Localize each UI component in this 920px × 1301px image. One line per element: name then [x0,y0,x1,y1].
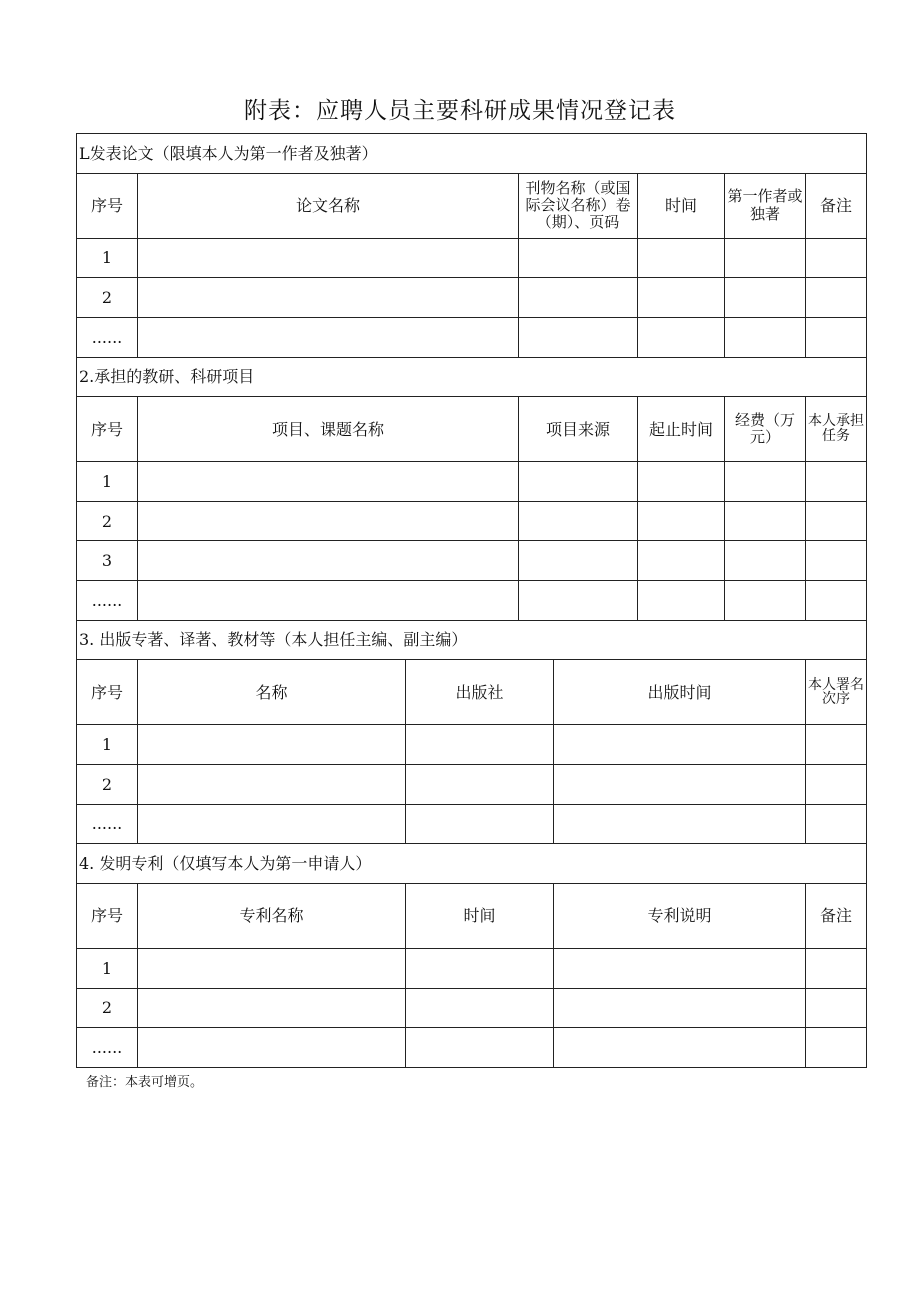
author-order-cell[interactable] [806,764,867,804]
section-papers-heading: L发表论文（限填本人为第一作者及独著） [77,134,867,174]
project-name-cell[interactable] [138,581,519,621]
table-row [77,462,867,502]
section-books-heading: 3. 出版专著、译著、教材等（本人担任主编、副主编） [77,620,867,660]
row-index: 1 [77,948,138,988]
patent-name-cell[interactable] [138,948,406,988]
patent-name-cell[interactable] [138,988,406,1028]
remarks-cell[interactable] [806,238,867,278]
first-author-cell[interactable] [725,278,806,318]
table-row [77,764,867,804]
projects-col-task: 本人承担任务 [806,397,867,462]
remarks-cell[interactable] [806,317,867,357]
book-name-cell[interactable] [138,764,406,804]
table-row [77,804,867,844]
project-name-cell[interactable] [138,541,519,581]
projects-col-name: 项目、课题名称 [138,397,519,462]
project-source-cell[interactable] [519,581,638,621]
table-row [77,317,867,357]
row-index: ...... [77,1028,138,1068]
form-title: 附表：应聘人员主要科研成果情况登记表 [244,98,676,124]
project-funding-cell[interactable] [725,581,806,621]
project-period-cell[interactable] [638,581,725,621]
time-cell[interactable] [638,317,725,357]
journal-cell[interactable] [519,238,638,278]
table-row [77,501,867,541]
patent-remarks-cell[interactable] [806,988,867,1028]
time-cell[interactable] [638,278,725,318]
project-funding-cell[interactable] [725,462,806,502]
row-index: 2 [77,501,138,541]
row-index: 2 [77,988,138,1028]
author-order-cell[interactable] [806,804,867,844]
first-author-cell[interactable] [725,238,806,278]
paper-title-cell[interactable] [138,278,519,318]
papers-col-title: 论文名称 [138,173,519,238]
table-row [77,541,867,581]
books-col-date: 出版时间 [554,660,806,725]
patents-col-remarks: 备注 [806,883,867,948]
footnote: 备注：本表可增页。 [86,1075,204,1090]
section-patents-heading: 4. 发明专利（仅填写本人为第一申请人） [77,844,867,884]
registration-table [76,133,867,1068]
project-source-cell[interactable] [519,462,638,502]
publish-date-cell[interactable] [554,725,806,765]
row-index: ...... [77,581,138,621]
patents-col-name: 专利名称 [138,883,406,948]
papers-col-journal: 刊物名称（或国际会议名称）卷（期）、页码 [519,173,638,238]
patent-time-cell[interactable] [406,948,554,988]
project-name-cell[interactable] [138,462,519,502]
projects-col-period: 起止时间 [638,397,725,462]
projects-col-source: 项目来源 [519,397,638,462]
row-index: 1 [77,725,138,765]
project-period-cell[interactable] [638,462,725,502]
papers-col-first-author: 第一作者或独著 [725,173,806,238]
table-row [77,581,867,621]
publish-date-cell[interactable] [554,764,806,804]
project-funding-cell[interactable] [725,501,806,541]
book-name-cell[interactable] [138,725,406,765]
paper-title-cell[interactable] [138,238,519,278]
row-index: 1 [77,238,138,278]
projects-col-funding: 经费（万元） [725,397,806,462]
papers-col-remarks: 备注 [806,173,867,238]
table-row [77,948,867,988]
remarks-cell[interactable] [806,278,867,318]
patent-description-cell[interactable] [554,1028,806,1068]
section-projects-heading: 2.承担的教研、科研项目 [77,357,867,397]
patent-time-cell[interactable] [406,1028,554,1068]
paper-title-cell[interactable] [138,317,519,357]
journal-cell[interactable] [519,317,638,357]
time-cell[interactable] [638,238,725,278]
journal-cell[interactable] [519,278,638,318]
table-row [77,725,867,765]
project-name-cell[interactable] [138,501,519,541]
table-row [77,1028,867,1068]
book-name-cell[interactable] [138,804,406,844]
table-row [77,238,867,278]
papers-col-time: 时间 [638,173,725,238]
author-order-cell[interactable] [806,725,867,765]
books-col-index: 序号 [77,660,138,725]
first-author-cell[interactable] [725,317,806,357]
row-index: ...... [77,804,138,844]
books-col-publisher: 出版社 [406,660,554,725]
patent-description-cell[interactable] [554,948,806,988]
patents-col-time: 时间 [406,883,554,948]
project-period-cell[interactable] [638,501,725,541]
project-period-cell[interactable] [638,541,725,581]
patent-name-cell[interactable] [138,1028,406,1068]
table-row [77,278,867,318]
row-index: 2 [77,278,138,318]
project-source-cell[interactable] [519,541,638,581]
patent-description-cell[interactable] [554,988,806,1028]
project-task-cell[interactable] [806,462,867,502]
project-task-cell[interactable] [806,581,867,621]
row-index: ...... [77,317,138,357]
papers-col-index: 序号 [77,173,138,238]
patent-time-cell[interactable] [406,988,554,1028]
table-row [77,988,867,1028]
row-index: 1 [77,462,138,502]
project-funding-cell[interactable] [725,541,806,581]
patents-col-index: 序号 [77,883,138,948]
project-task-cell[interactable] [806,541,867,581]
patents-col-description: 专利说明 [554,883,806,948]
projects-col-index: 序号 [77,397,138,462]
publisher-cell[interactable] [406,725,554,765]
books-col-author-order: 本人署名次序 [806,660,867,725]
row-index: 2 [77,764,138,804]
project-source-cell[interactable] [519,501,638,541]
publisher-cell[interactable] [406,764,554,804]
books-col-name: 名称 [138,660,406,725]
patent-remarks-cell[interactable] [806,1028,867,1068]
patent-remarks-cell[interactable] [806,948,867,988]
publish-date-cell[interactable] [554,804,806,844]
project-task-cell[interactable] [806,501,867,541]
publisher-cell[interactable] [406,804,554,844]
row-index: 3 [77,541,138,581]
